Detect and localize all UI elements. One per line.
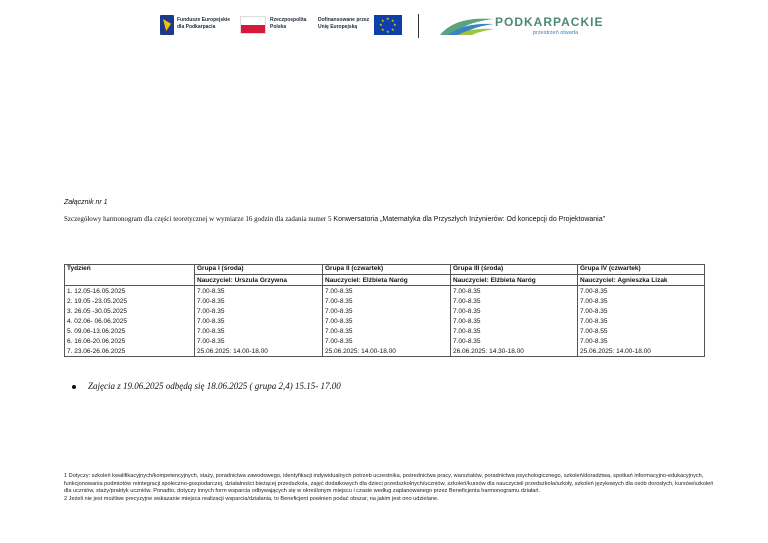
week-cell: 5. 09.06-13.06.2025 <box>65 326 195 336</box>
time-cell: 7.00-8.35 <box>578 286 705 297</box>
week-cell: 7. 23.06-26.06.2025 <box>65 346 195 357</box>
time-cell: 26.06.2025: 14.30-18.00 <box>451 346 578 357</box>
time-cell: 7.00-8.35 <box>195 306 323 316</box>
schedule-description <box>64 215 605 223</box>
schedule-note-text: Zajęcia z 19.06.2025 odbędą się 18.06.2025 ( grupa 2,4) 15.15- 17.00 <box>88 381 341 391</box>
week-cell: 6. 16.06-20.06.2025 <box>65 336 195 346</box>
eu-flag-icon: ★ ★ ★ ★ ★ ★ ★ ★ <box>374 15 402 35</box>
time-cell: 7.00-8.35 <box>578 316 705 326</box>
fundusze-europejskie-logo-icon <box>160 15 174 35</box>
week-cell: 3. 26.05 -30.05.2025 <box>65 306 195 316</box>
fundusze-europejskie-text: Fundusze Europejskie dla Podkarpacia <box>177 17 231 30</box>
table-row <box>65 346 705 357</box>
group-3-title: Grupa III (środa) <box>451 265 578 275</box>
time-cell: 7.00-8.35 <box>195 326 323 336</box>
time-cell: 7.00-8.35 <box>195 296 323 306</box>
table-row <box>65 316 705 326</box>
footnote-1: 1 Dotyczy: szkoleń kwalifikacyjnych/kompetencyjnych, staży, poradnictwa zawodowego, identyfikacji indywidualnych potrzeb uczestnika, pośrednictwa pracy, warsztatów, poradnictwa psychologicznego, szkoleń/doradztwa, spotkań informacyjno-edukacyjnych, funkcjonowania podmiotów reintegracji społeczno-gospodarczej, działalności bieżącej przedszkola, zajęć dodatkowych dla dzieci przedszkolnych/uczniów, szkoleń/kursów dla nauczycieli przedszkola/szkoły, szkoleń językowych dla osób dorosłych, kursów/szkoleń dla uczniów, staży/praktyk uczniów. Ponadto, dotyczy innych form wsparcia odbywających się w określonym miejscu i czasie według zaplanowanego przez Beneficjenta harmonogramu działań. <box>64 473 714 495</box>
time-cell: 7.00-8.35 <box>323 316 451 326</box>
time-cell: 7.00-8.35 <box>578 306 705 316</box>
time-cell: 7.00-8.35 <box>451 316 578 326</box>
time-cell: 7.00-8.35 <box>451 296 578 306</box>
group-1-title: Grupa I (środa) <box>195 265 323 275</box>
time-cell: 7.00-8.35 <box>451 286 578 297</box>
table-row <box>65 306 705 316</box>
time-cell: 25.06.2025: 14.00-18.00 <box>323 346 451 357</box>
group-3-teacher: Nauczyciel: Elżbieta Naróg <box>451 275 578 286</box>
time-cell: 25.06.2025: 14.00-18.00 <box>195 346 323 357</box>
bullet-icon <box>72 385 76 389</box>
time-cell: 7.00-8.35 <box>323 296 451 306</box>
attachment-label: Załącznik nr 1 <box>64 199 108 206</box>
schedule-table <box>64 264 705 357</box>
description-sans: Konwersatoria „Matematyka dla Przyszłych Inżynierów: Od koncepcji do Projektowania" <box>331 216 606 223</box>
group-2-teacher: Nauczyciel: Elżbieta Naróg <box>323 275 451 286</box>
time-cell: 7.00-8.35 <box>451 326 578 336</box>
time-cell: 25.06.2025: 14.00-18.00 <box>578 346 705 357</box>
eu-funding-text: Dofinansowane przez Unię Europejską <box>318 17 370 30</box>
time-cell: 7.00-8.35 <box>195 336 323 346</box>
week-cell: 1. 12.05-16.05.2025 <box>65 286 195 297</box>
table-row <box>65 326 705 336</box>
podkarpackie-tagline: przestrzeń otwarta <box>533 30 579 36</box>
week-cell: 2. 19.05 -23.05.2025 <box>65 296 195 306</box>
time-cell: 7.00-8.35 <box>195 316 323 326</box>
group-2-title: Grupa II (czwartek) <box>323 265 451 275</box>
time-cell: 7.00-8.35 <box>323 306 451 316</box>
table-row <box>65 296 705 306</box>
time-cell: 7.00-8.35 <box>578 296 705 306</box>
group-4-title: Grupa IV (czwartek) <box>578 265 705 275</box>
logo-divider <box>418 14 419 38</box>
week-column-header: Tydzień <box>65 265 195 286</box>
footnote-2: 2 Jeżeli nie jest możliwe precyzyjne wskazanie miejsca realizacji wsparcia/działania, to Beneficjent powinien podać obszar, na jakim jest ono udzielane. <box>64 495 439 502</box>
time-cell: 7.00-8.35 <box>451 306 578 316</box>
podkarpackie-name: PODKARPACKIE <box>495 15 604 29</box>
rzeczpospolita-text: Rzeczpospolita Polska <box>270 17 307 30</box>
description-serif: Szczegółowy harmonogram dla części teoretycznej w wymiarze 16 godzin dla zadania numer 5 <box>64 215 332 223</box>
week-cell: 4. 02.06- 06.06.2025 <box>65 316 195 326</box>
group-1-teacher: Nauczyciel: Urszula Grzywna <box>195 275 323 286</box>
time-cell: 7.00-8.35 <box>323 326 451 336</box>
group-4-teacher: Nauczyciel: Agnieszka Lizak <box>578 275 705 286</box>
table-row <box>65 336 705 346</box>
time-cell: 7.00-8.35 <box>451 336 578 346</box>
podkarpackie-swoosh-icon <box>438 15 496 37</box>
header-logos <box>0 12 768 42</box>
time-cell: 7.00-8.35 <box>195 286 323 297</box>
time-cell: 7.00-8.35 <box>578 336 705 346</box>
table-row <box>65 286 705 297</box>
poland-flag-icon <box>240 16 266 34</box>
time-cell: 7.00-8.35 <box>323 286 451 297</box>
time-cell: 7.00-8.35 <box>323 336 451 346</box>
footnotes <box>64 473 714 503</box>
schedule-note <box>72 381 341 391</box>
time-cell: 7.00-8.55 <box>578 326 705 336</box>
